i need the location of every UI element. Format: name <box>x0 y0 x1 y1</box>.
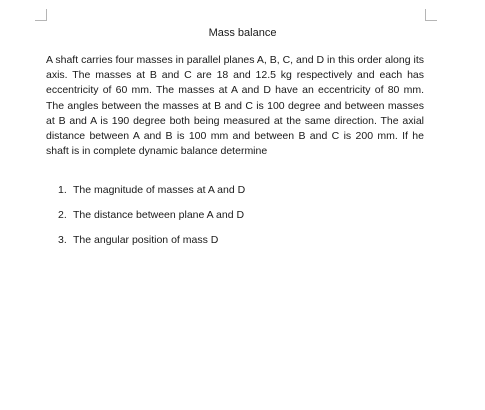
question-item <box>58 184 245 197</box>
margin-corner-mark-top-left <box>35 9 47 21</box>
question-text: The distance between plane A and D <box>73 209 245 221</box>
question-list <box>58 184 245 259</box>
problem-statement: A shaft carries four masses in parallel planes A, B, C, and D in this order along its axis. The masses at B and C are 18 and 12.5 kg respectively and each has eccentricity of 60 mm. The masses at A and D have an eccentricity of 80 mm. The angles between the masses at B and C is 100 degree and between masses at B and A is 190 degree both being measured at the same direction. The axial distance between A and B is 100 mm and between B and C is 200 mm. If he shaft is in complete dynamic balance determine <box>46 54 424 158</box>
question-item <box>58 209 245 222</box>
question-text: The angular position of mass D <box>73 234 219 246</box>
question-number: 3. <box>58 234 67 246</box>
question-item <box>58 234 245 247</box>
document-title: Mass balance <box>208 27 277 39</box>
question-number: 1. <box>58 184 67 196</box>
question-text: The magnitude of masses at A and D <box>73 184 246 196</box>
margin-corner-mark-top-right <box>425 9 437 21</box>
question-number: 2. <box>58 209 67 221</box>
